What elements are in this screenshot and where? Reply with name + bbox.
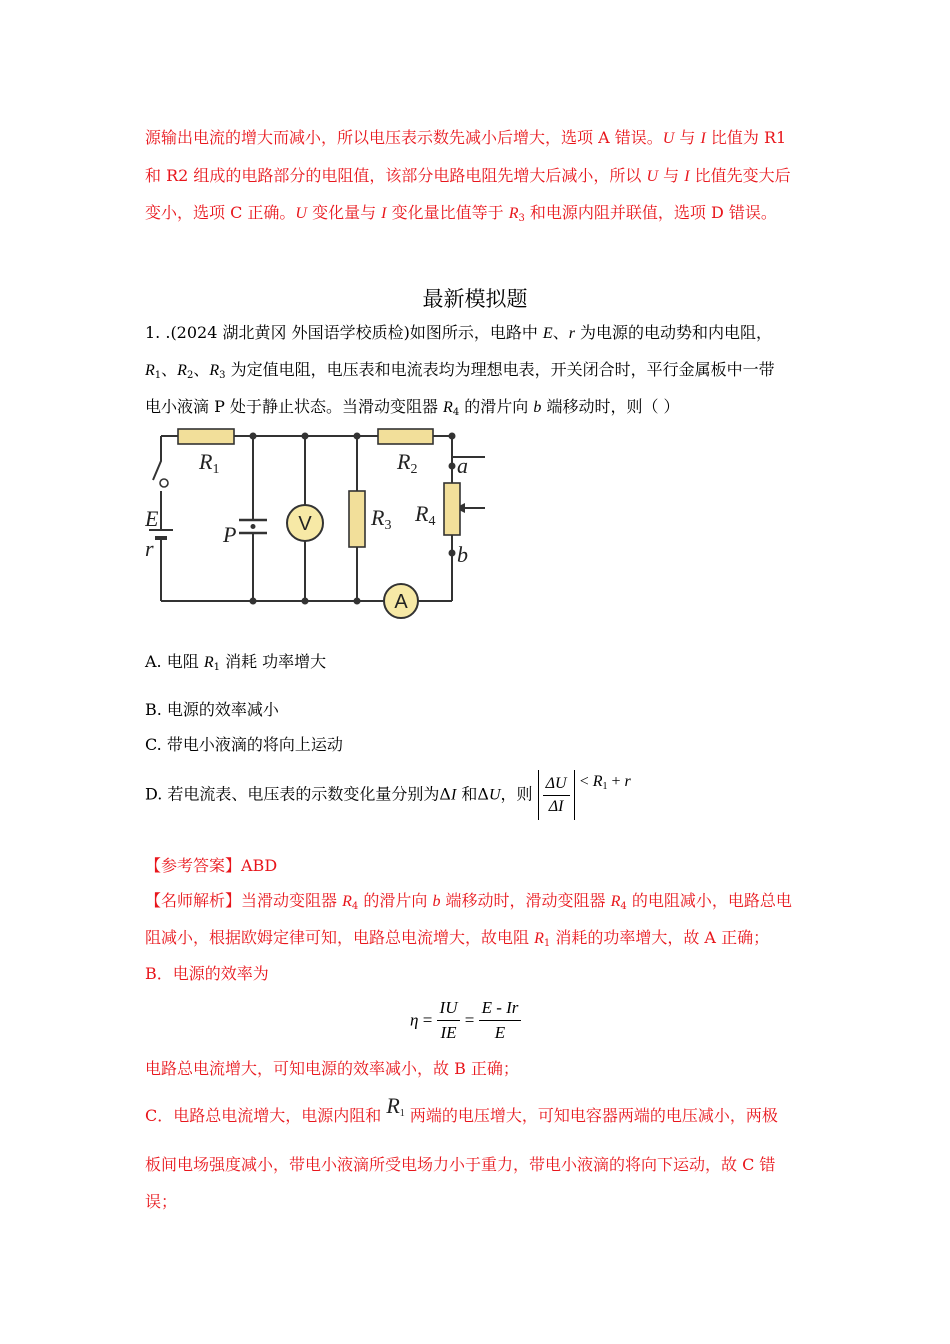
text: 变化量比值等于 bbox=[386, 203, 509, 222]
symbol-b: b bbox=[533, 399, 542, 416]
text: 为定值电阻，电压表和电流表均为理想电表，开关闭合时，平行金属板中一带 bbox=[225, 360, 775, 379]
symbol-r: r bbox=[568, 325, 575, 342]
text: 消耗的功率增大，故 A 正确； bbox=[550, 928, 770, 947]
efficiency-equation bbox=[410, 996, 521, 1045]
question-line-1 bbox=[145, 323, 772, 344]
symbol-I: I bbox=[381, 205, 387, 222]
prev-solution-line-3 bbox=[145, 203, 777, 229]
prev-solution-line-1 bbox=[145, 128, 786, 149]
fraction-numerator: IU bbox=[437, 996, 461, 1021]
text: 、 bbox=[161, 360, 178, 379]
text: 比值为 R1 bbox=[705, 128, 787, 147]
label-r4: R4 bbox=[415, 501, 436, 529]
text: 的滑片向 bbox=[358, 891, 433, 910]
symbol-R: R bbox=[592, 772, 603, 790]
fraction-numerator: ΔU bbox=[543, 773, 570, 796]
fraction-denominator: IE bbox=[440, 1023, 457, 1042]
fraction-denominator: E bbox=[494, 1023, 506, 1042]
junction-dot bbox=[354, 433, 361, 440]
junction-dot bbox=[250, 433, 257, 440]
symbol-eta: η bbox=[410, 1010, 419, 1030]
label-r3: R3 bbox=[371, 505, 392, 533]
text: 和 R2 组成的电路部分的电阻值，该部分电路电阻先增大后减小，所以 bbox=[145, 166, 647, 185]
switch-blade bbox=[153, 436, 161, 480]
explanation-line-2 bbox=[145, 928, 769, 954]
symbol-E: E bbox=[542, 325, 553, 342]
symbol-R: R bbox=[145, 362, 155, 379]
junction-dot bbox=[449, 433, 456, 440]
label-r: r bbox=[145, 536, 154, 561]
droplet-p-icon bbox=[251, 524, 256, 529]
text: 变小，选项 C 正确。 bbox=[145, 203, 296, 222]
junction-dot bbox=[302, 433, 309, 440]
subscript: 1 bbox=[602, 780, 608, 792]
subscript: 1 bbox=[154, 370, 162, 381]
text: 的电阻减小，电路总电 bbox=[626, 891, 792, 910]
option-d bbox=[145, 770, 631, 824]
text: 、 bbox=[193, 360, 210, 379]
fraction-denominator: ΔI bbox=[548, 798, 564, 815]
symbol-R: R bbox=[534, 930, 544, 947]
text: 的滑片向 bbox=[459, 397, 534, 416]
question-line-2 bbox=[145, 360, 775, 386]
text: C．电路总电流增大，电源内阻和 bbox=[145, 1106, 387, 1125]
label-b: b bbox=[457, 542, 468, 567]
terminal-b-dot bbox=[449, 550, 456, 557]
symbol-R: R bbox=[209, 362, 220, 379]
text: 、 bbox=[552, 323, 569, 342]
fraction-numerator: E - Ir bbox=[479, 996, 522, 1021]
resistor-r1 bbox=[178, 429, 234, 444]
equals-sign: = bbox=[422, 1010, 433, 1030]
symbol-R: R bbox=[342, 893, 352, 910]
label-a: a bbox=[457, 453, 468, 478]
text: 和Δ bbox=[456, 784, 489, 804]
text: 与 bbox=[658, 166, 685, 185]
label-r1: R1 bbox=[199, 449, 220, 477]
label-e: E bbox=[145, 506, 159, 531]
text: 电小液滴 P 处于静止状态。当滑动变阻器 bbox=[145, 397, 444, 416]
symbol-R: R bbox=[203, 654, 214, 671]
symbol-U: U bbox=[488, 786, 501, 804]
resistor-r3 bbox=[349, 491, 365, 547]
label-p: P bbox=[223, 522, 237, 547]
option-c: C. 带电小液滴的将向上运动 bbox=[145, 735, 343, 754]
fraction-e-ir-e bbox=[479, 996, 522, 1045]
text: 端移动时，则（ ） bbox=[541, 397, 680, 416]
symbol-R: R bbox=[177, 362, 187, 379]
label-r2: R2 bbox=[397, 449, 418, 477]
rheostat-r4 bbox=[444, 483, 460, 535]
text: ，则 bbox=[500, 784, 538, 804]
subscript: 3 bbox=[518, 213, 525, 224]
subscript: 4 bbox=[351, 901, 359, 912]
abs-value-fraction bbox=[538, 770, 575, 820]
junction-dot bbox=[354, 598, 361, 605]
symbol-U: U bbox=[295, 205, 307, 222]
symbol-U: U bbox=[646, 168, 659, 185]
text: 和电源内阻并联值，选项 D 错误。 bbox=[524, 203, 777, 222]
text: 与 bbox=[674, 128, 701, 147]
explanation-c-line-3: 误； bbox=[145, 1192, 178, 1211]
symbol-R-letter: R bbox=[386, 1093, 400, 1118]
prev-solution-line-2 bbox=[145, 166, 791, 187]
text: 【名师解析】当滑动变阻器 bbox=[145, 891, 343, 910]
subscript: 1 bbox=[213, 662, 220, 673]
text: 消耗 功率增大 bbox=[219, 652, 327, 671]
switch-contact-icon bbox=[160, 479, 168, 487]
text: 变化量与 bbox=[306, 203, 382, 222]
symbol-R: R bbox=[508, 205, 519, 222]
text: 1. .(2024 湖北黄冈 外国语学校质检)如图所示，电路中 bbox=[145, 323, 543, 342]
symbol-R bbox=[386, 1093, 404, 1118]
text: 为电源的电动势和内电阻， bbox=[574, 323, 773, 342]
symbol-I: I bbox=[451, 786, 457, 804]
equals-sign: = bbox=[464, 1010, 475, 1030]
explanation-c-line-1 bbox=[145, 1093, 778, 1136]
subscript: 1 bbox=[399, 1108, 405, 1119]
junction-dot bbox=[250, 598, 257, 605]
text: A. 电阻 bbox=[145, 652, 204, 671]
section-title: 最新模拟题 bbox=[422, 287, 528, 311]
text: D. 若电流表、电压表的示数变化量分别为Δ bbox=[145, 784, 451, 804]
text: 端移动时，滑动变阻器 bbox=[440, 891, 611, 910]
voltmeter-label: V bbox=[298, 513, 312, 535]
subscript: 4 bbox=[620, 901, 627, 912]
text: 两端的电压增大，可知电容器两端的电压减小，两极 bbox=[404, 1106, 778, 1125]
circuit-diagram bbox=[145, 425, 485, 625]
symbol-r: r bbox=[624, 772, 631, 790]
explanation-b-tail: 电路总电流增大，可知电源的效率减小，故 B 正确； bbox=[145, 1059, 519, 1078]
ammeter-label: A bbox=[394, 591, 408, 613]
symbol-b: b bbox=[432, 893, 441, 910]
symbol-R: R bbox=[443, 399, 453, 416]
text: 源输出电流的增大而减小，所以电压表示数先减小后增大，选项 A 错误。 bbox=[145, 128, 663, 147]
symbol-I: I bbox=[700, 130, 706, 147]
subscript: 3 bbox=[219, 370, 226, 381]
option-a bbox=[145, 652, 326, 678]
subscript: 4 bbox=[452, 407, 460, 418]
question-line-3 bbox=[145, 397, 680, 423]
resistor-r2 bbox=[378, 429, 433, 444]
text: 阻减小，根据欧姆定律可知，电路总电流增大，故电阻 bbox=[145, 928, 535, 947]
text: + bbox=[607, 772, 625, 790]
explanation-b-head: B．电源的效率为 bbox=[145, 964, 269, 983]
explanation-c-line-2: 板间电场强度减小，带电小液滴所受电场力小于重力，带电小液滴的将向下运动，故 C 错 bbox=[145, 1155, 776, 1174]
text: 比值先变大后 bbox=[689, 166, 791, 185]
explanation-line-1 bbox=[145, 891, 792, 917]
fraction-iu-ie bbox=[437, 996, 461, 1045]
symbol-R: R bbox=[610, 893, 621, 910]
subscript: 2 bbox=[186, 370, 194, 381]
terminal-a-dot bbox=[449, 463, 456, 470]
text: < bbox=[579, 772, 593, 790]
inequality-rhs bbox=[580, 773, 631, 790]
junction-dot bbox=[302, 598, 309, 605]
subscript: 1 bbox=[543, 938, 551, 949]
option-b: B. 电源的效率减小 bbox=[145, 700, 279, 719]
symbol-I: I bbox=[684, 168, 690, 185]
reference-answer: 【参考答案】ABD bbox=[145, 856, 278, 875]
symbol-U: U bbox=[662, 130, 675, 147]
